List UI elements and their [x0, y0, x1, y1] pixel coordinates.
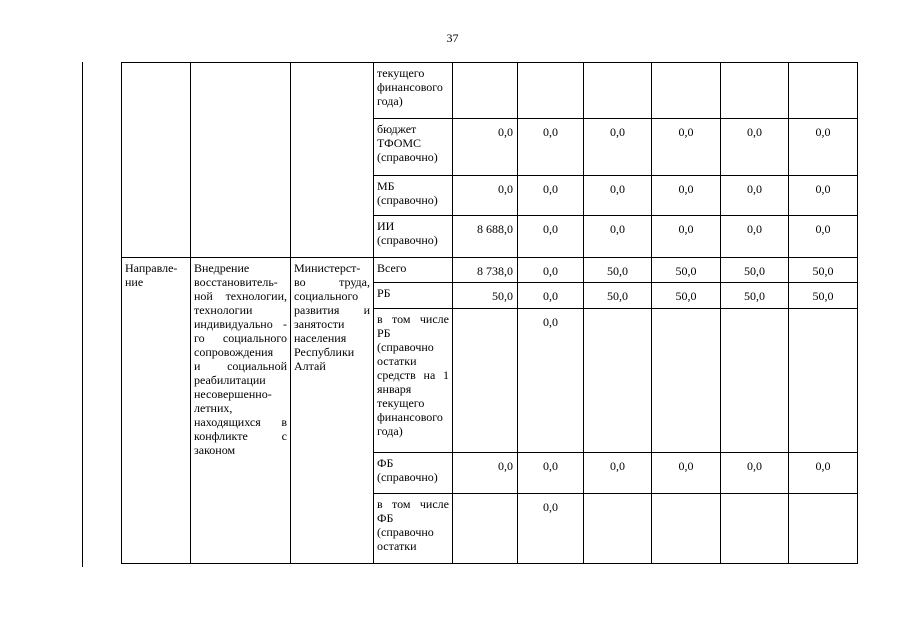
top-row-3-value-5: 0,0 [721, 176, 789, 216]
responsible-executor-line: во труда, [294, 275, 370, 289]
measure-description-line: реабилитации [194, 373, 266, 387]
measure-description-line: конфликте с [194, 429, 287, 443]
top-row-1-value-5 [721, 63, 789, 119]
row-label-line: ИИ [377, 219, 395, 233]
bottom-row-1-value-1: 8 738,0 [453, 258, 518, 283]
empty-cell-2 [191, 63, 291, 258]
top-row-1-value-1 [453, 63, 518, 119]
row-label-line: Всего [377, 261, 407, 275]
top-row-2-value-2: 0,0 [518, 119, 584, 176]
top-row-4-value-5: 0,0 [721, 216, 789, 258]
bottom-row-1-value-4: 50,0 [652, 258, 721, 283]
bottom-row-2-value-3: 50,0 [584, 283, 652, 309]
row-label-line: остатки [377, 354, 417, 368]
row-label-line: средств на 1 [377, 368, 449, 382]
top-row-3-value-4: 0,0 [652, 176, 721, 216]
left-border-line [82, 62, 83, 567]
responsible-executor-line: социального [294, 289, 359, 303]
bottom-row-2-value-1: 50,0 [453, 283, 518, 309]
bottom-row-2-value-6: 50,0 [789, 283, 858, 309]
bottom-row-2-value-4: 50,0 [652, 283, 721, 309]
top-row-4-value-6: 0,0 [789, 216, 858, 258]
row-label-line: ТФОМС [377, 136, 422, 150]
bottom-row-2-value-5: 50,0 [721, 283, 789, 309]
row-label-line: финансового [377, 80, 443, 94]
bottom-row-1-value-2: 0,0 [518, 258, 584, 283]
top-row-3-value-1: 0,0 [453, 176, 518, 216]
bottom-row-1-value-6: 50,0 [789, 258, 858, 283]
row-label-line: в том числе [377, 312, 449, 326]
bottom-row-3-value-1 [453, 309, 518, 453]
row-label [374, 216, 453, 258]
row-label-line: года) [377, 94, 403, 108]
row-label [374, 258, 453, 283]
row-label-line: (справочно) [377, 150, 438, 164]
measure-description-line: индивидуально - [194, 317, 287, 331]
top-row-4-value-1: 8 688,0 [453, 216, 518, 258]
bottom-row-4-value-2: 0,0 [518, 453, 584, 494]
direction-label-line: Направле- [125, 261, 178, 275]
top-row-4-value-4: 0,0 [652, 216, 721, 258]
row-label-line: года) [377, 424, 403, 438]
measure-description-line: технологии [194, 303, 253, 317]
row-label-line: (справочно [377, 340, 434, 354]
top-row-4-value-2: 0,0 [518, 216, 584, 258]
budget-table [121, 62, 858, 564]
row-label [374, 309, 453, 453]
row-label-line: текущего [377, 396, 425, 410]
table-row [122, 63, 858, 119]
direction-label-line: ние [125, 275, 144, 289]
responsible-executor [291, 258, 374, 564]
row-label [374, 63, 453, 119]
bottom-row-3-value-6 [789, 309, 858, 453]
responsible-executor-line: Республики [294, 345, 355, 359]
bottom-row-5-value-2: 0,0 [518, 494, 584, 564]
bottom-row-5-value-1 [453, 494, 518, 564]
empty-cell-1 [122, 63, 191, 258]
row-label-line: января [377, 382, 412, 396]
row-label-line: ФБ [377, 456, 394, 470]
top-row-2-value-3: 0,0 [584, 119, 652, 176]
responsible-executor-line: занятости [294, 317, 345, 331]
top-row-3-value-6: 0,0 [789, 176, 858, 216]
top-row-2-value-6: 0,0 [789, 119, 858, 176]
measure-description-line: законом [194, 443, 236, 457]
row-label-line: РБ [377, 326, 391, 340]
row-label-line: (справочно) [377, 233, 438, 247]
top-row-1-value-4 [652, 63, 721, 119]
bottom-row-3-value-4 [652, 309, 721, 453]
bottom-row-4-value-1: 0,0 [453, 453, 518, 494]
bottom-row-5-value-3 [584, 494, 652, 564]
row-label-line: в том числе [377, 497, 449, 511]
measure-description-line: летних, [194, 401, 233, 415]
top-row-1-value-2 [518, 63, 584, 119]
top-row-2-value-1: 0,0 [453, 119, 518, 176]
direction-label [122, 258, 191, 564]
bottom-row-1-value-5: 50,0 [721, 258, 789, 283]
top-row-1-value-3 [584, 63, 652, 119]
bottom-row-3-value-2: 0,0 [518, 309, 584, 453]
row-label [374, 176, 453, 216]
measure-description-line: и социальной [194, 359, 287, 373]
top-row-4-value-3: 0,0 [584, 216, 652, 258]
row-label-line: (справочно [377, 525, 434, 539]
row-label-line: ФБ [377, 511, 394, 525]
top-row-3-value-3: 0,0 [584, 176, 652, 216]
bottom-row-4-value-6: 0,0 [789, 453, 858, 494]
row-label [374, 494, 453, 564]
responsible-executor-line: Алтай [294, 359, 326, 373]
top-row-3-value-2: 0,0 [518, 176, 584, 216]
row-label-line: РБ [377, 286, 391, 300]
row-label [374, 119, 453, 176]
page-number: 37 [446, 31, 459, 45]
measure-description-line: Внедрение [194, 261, 250, 275]
measure-description-line: ной технологии, [194, 289, 287, 303]
top-row-2-value-5: 0,0 [721, 119, 789, 176]
bottom-row-3-value-5 [721, 309, 789, 453]
top-row-1-value-6 [789, 63, 858, 119]
bottom-row-5-value-5 [721, 494, 789, 564]
measure-description-line: сопровождения [194, 345, 274, 359]
table-row [122, 258, 858, 283]
responsible-executor-line: населения [294, 331, 347, 345]
empty-cell-3 [291, 63, 374, 258]
bottom-row-4-value-5: 0,0 [721, 453, 789, 494]
bottom-row-2-value-2: 0,0 [518, 283, 584, 309]
top-row-2-value-4: 0,0 [652, 119, 721, 176]
row-label-line: бюджет [377, 122, 417, 136]
measure-description [191, 258, 291, 564]
row-label [374, 453, 453, 494]
row-label [374, 283, 453, 309]
bottom-row-4-value-3: 0,0 [584, 453, 652, 494]
measure-description-line: находящихся в [194, 415, 287, 429]
bottom-row-5-value-6 [789, 494, 858, 564]
row-label-line: (справочно) [377, 470, 438, 484]
bottom-row-3-value-3 [584, 309, 652, 453]
row-label-line: (справочно) [377, 193, 438, 207]
responsible-executor-line: Министерст- [294, 261, 361, 275]
measure-description-line: несовершенно- [194, 387, 272, 401]
measure-description-line: го социального [194, 331, 287, 345]
row-label-line: текущего [377, 66, 425, 80]
responsible-executor-line: развития и [294, 303, 370, 317]
row-label-line: остатки [377, 539, 417, 553]
bottom-row-1-value-3: 50,0 [584, 258, 652, 283]
measure-description-line: восстановитель- [194, 275, 278, 289]
bottom-row-4-value-4: 0,0 [652, 453, 721, 494]
row-label-line: финансового [377, 410, 443, 424]
row-label-line: МБ [377, 179, 395, 193]
bottom-row-5-value-4 [652, 494, 721, 564]
